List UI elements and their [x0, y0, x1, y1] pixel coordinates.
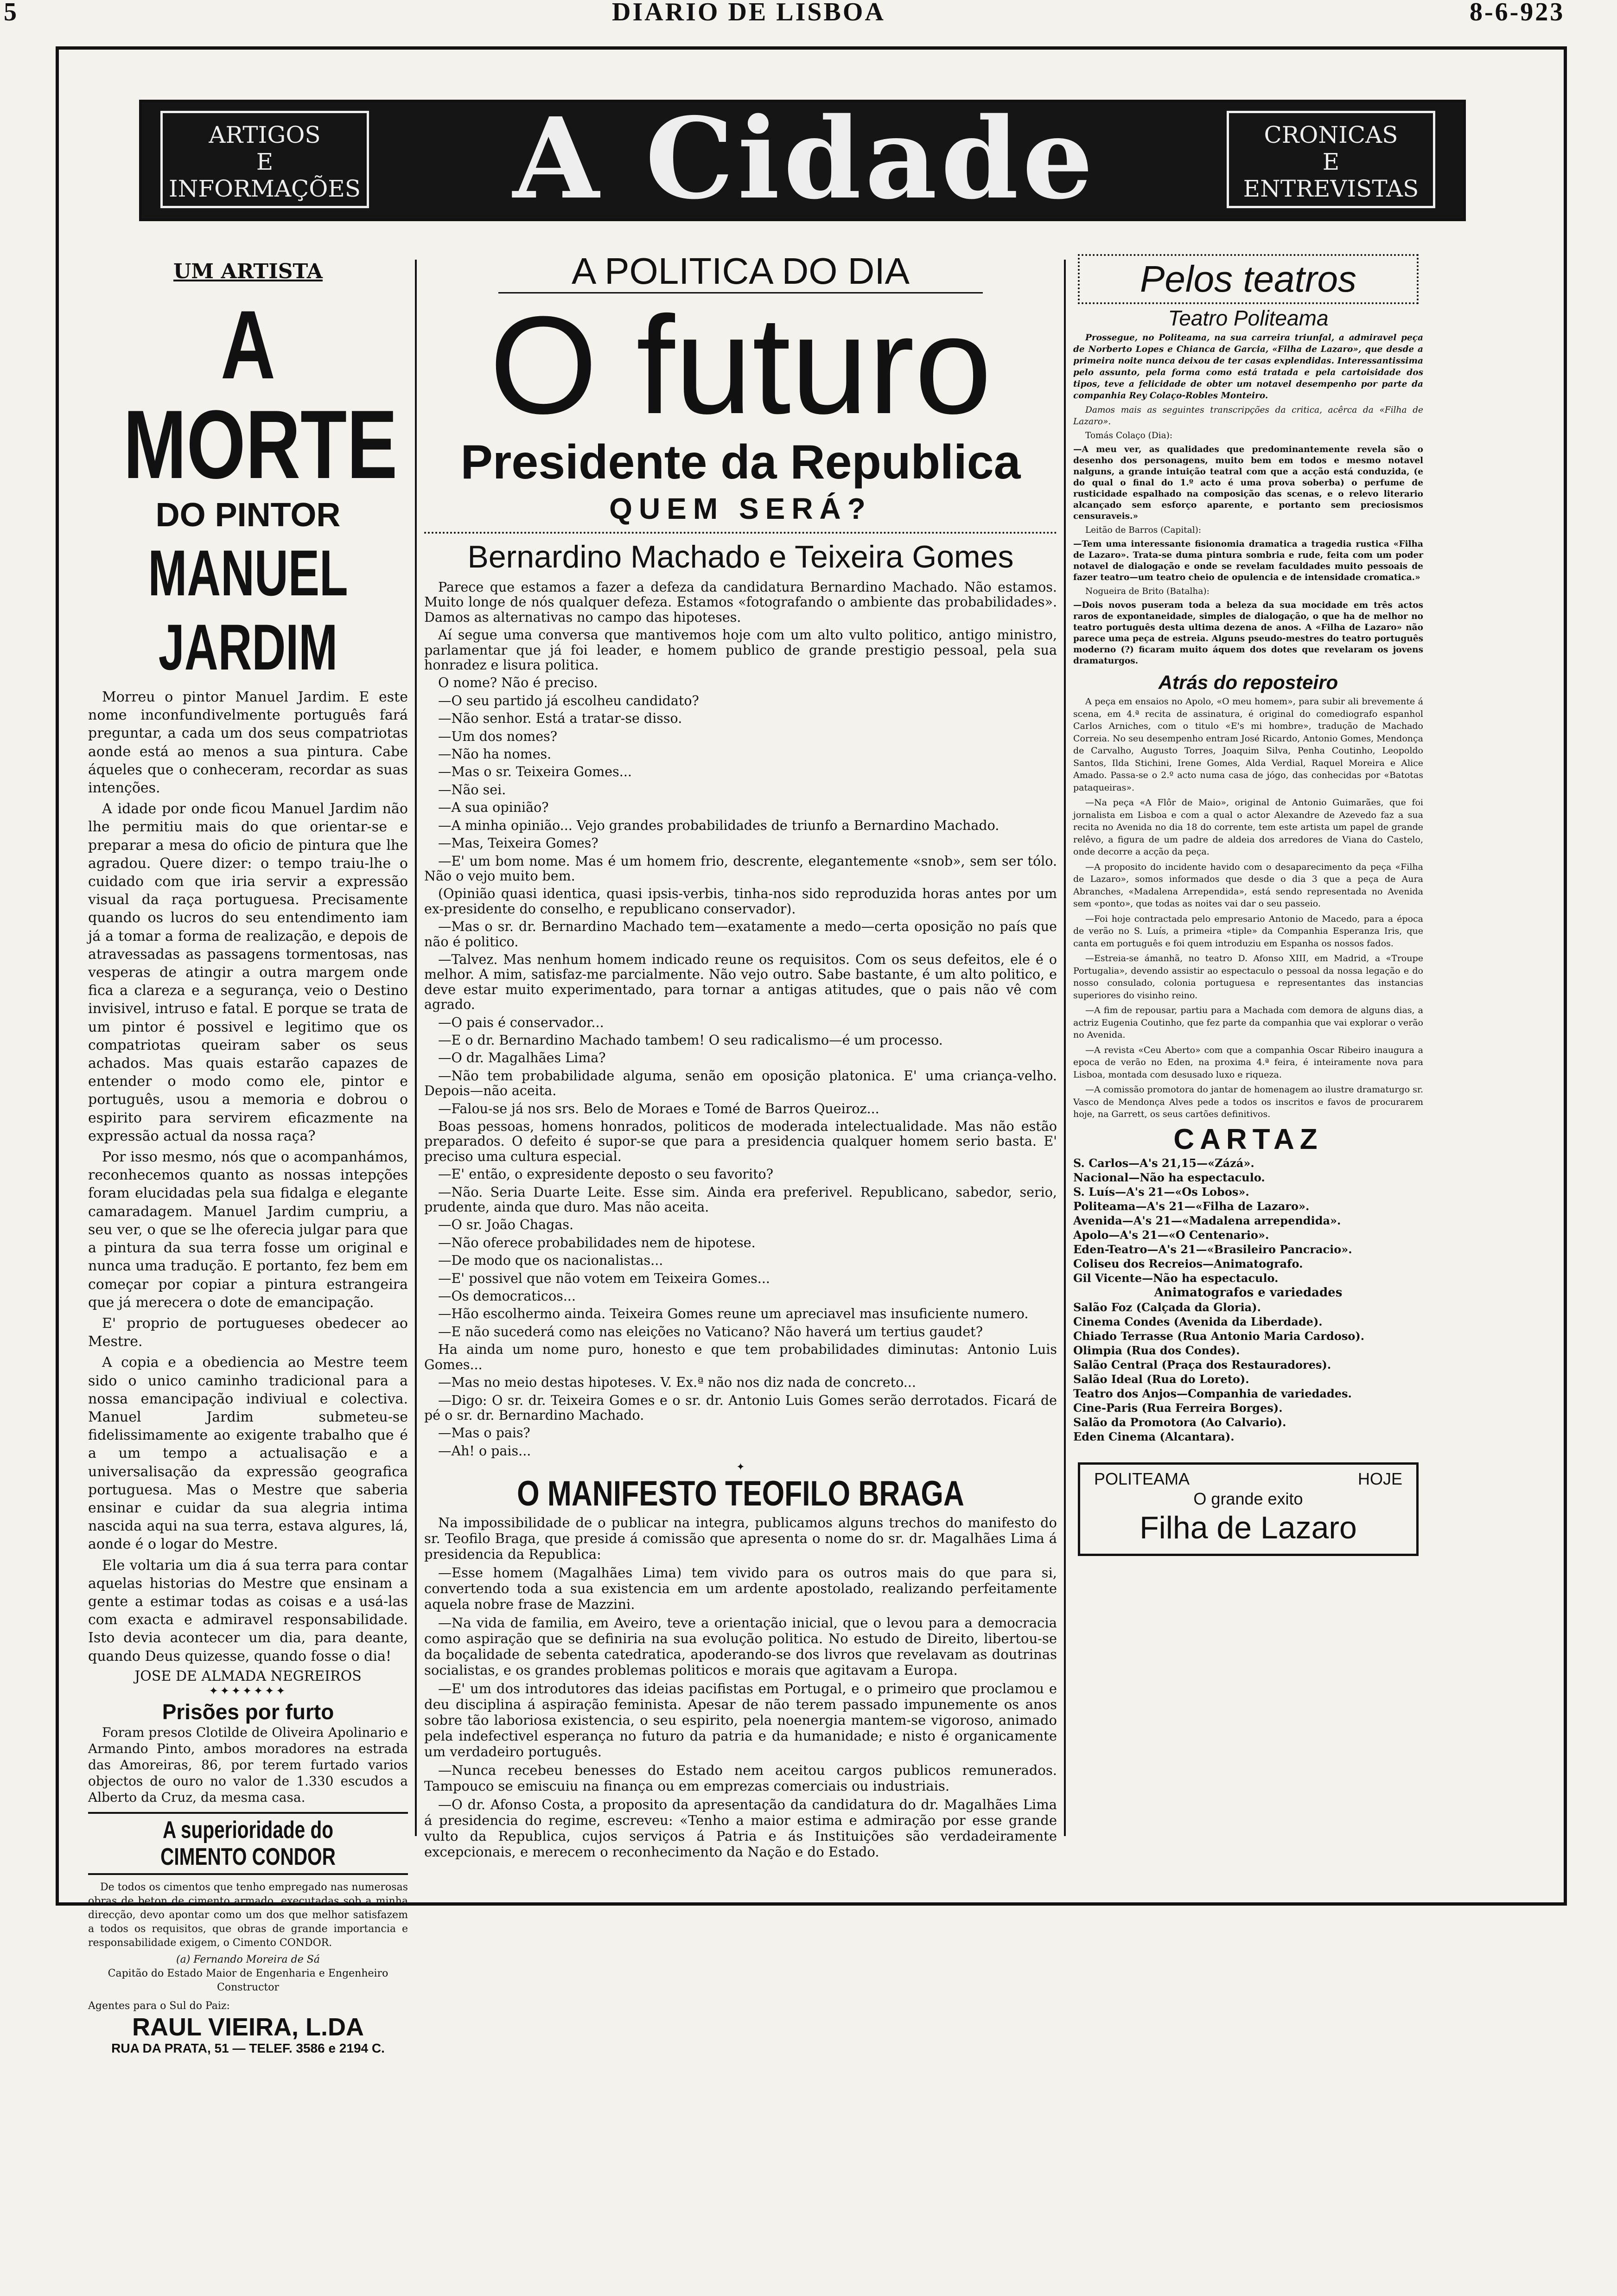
paragraph: —Falou-se já nos srs. Belo de Moraes e Tomé de Barros Queiroz... — [438, 1101, 879, 1116]
list-item: Politeama—A's 21—«Filha de Lazaro». — [1073, 1199, 1310, 1213]
paragraph: —A comissão promotora do jantar de homenagem ao ilustre dramaturgo sr. Vasco de Mendonça Alves pede a todos os inscritos e favos de procurarem hoje, na Garrett, os seus cartões definitivos. — [1073, 1084, 1423, 1119]
list-item: S. Luís—A's 21—«Os Lobos». — [1073, 1185, 1249, 1199]
paragraph: —Não. Seria Duarte Leite. Esse sim. Ainda era preferivel. Republicano, sabedor, serio, prudente, ainda que duro. Mas não aceita. — [424, 1184, 1057, 1215]
paragraph: —Não ha nomes. — [438, 746, 552, 762]
paragraph: O nome? Não é preciso. — [438, 675, 598, 691]
paragraph: —Na vida de familia, em Aveiro, teve a orientação inicial, que o levou para a democracia como aspiração que se definiria na sua evolução politica. No estudo de Direito, libertou-se da boçalidade de sebenta catedratica, apoderando-se dos livros que revelavam as doutrinas socialistas, e os grandes problemas politicos e morais que agitavam a Europa. — [424, 1615, 1057, 1678]
paragraph: —O dr. Afonso Costa, a proposito da apresentação da candidatura do dr. Magalhães Lima á presidencia do regime, escreveu: «Tenho a maior estima e admiração por esse grande vulto da Republica, cujos serviços á Patria e ás Instituições são verdadeiramente excepcionais, e merecem o reconhecimento da Nação e do Estado. — [424, 1797, 1057, 1860]
theatre-name: Teatro Politeama — [1168, 306, 1329, 330]
paragraph: —Digo: O sr. dr. Teixeira Gomes e o sr. dr. Antonio Luis Gomes serão derrotados. Ficará de pé o sr. dr. Bernardino Machado. — [424, 1392, 1057, 1423]
manifesto-title: O MANIFESTO TEOFILO BRAGA — [517, 1474, 964, 1514]
paragraph: —O dr. Magalhães Lima? — [438, 1050, 606, 1066]
paragraph: Foram presos Clotilde de Oliveira Apolinario e Armando Pinto, ambos moradores na estrada das Amoreiras, 86, por terem furtado varios objectos de ouro no valor de 1.330 escudos a Alberto da Cruz, da mesma casa. — [88, 1724, 408, 1805]
column-divider — [415, 260, 417, 1836]
paragraph: —Na peça «A Flôr de Maio», original de Antonio Guimarães, que foi jornalista em Lisboa e com a qual o actor Alexandre de Azevedo faz a sua recita no Avenida no dia 18 do corrente, tem este artista um papel de grande relêvo, a figura de um padre de aldeia dos arredores de Viana do Castelo, onde decorre a acção da peça. — [1073, 797, 1423, 857]
paragraph: —Talvez. Mas nenhum homem indicado reune os requisitos. Com os seus defeitos, ele é o melhor. A mim, satisfaz-me parcialmente. Não vejo outro. Sabe bastante, é um alto politico, e deve estar muito experimentado, para tornar a antigas atitudes, que o pais não vê com agrado. — [424, 951, 1057, 1013]
ad-title: Filha de Lazaro — [1140, 1510, 1357, 1545]
paragraph: —A proposito do incidente havido com o desaparecimento da peça «Filha de Lazaro», somos informados que desde o dia 3 que a peça de Aura Abranches, «Madalena Arrependida», está sendo representada no Avenida sem «ponto», que todas as noites vai dar o seu passeio. — [1073, 861, 1423, 909]
paragraph: Ele voltaria um dia á sua terra para contar aquelas historias do Mestre que ensinam a gente a estimar todas as coisas e a usá-las com exacta e admiravel responsabilidade. Isto devia acontecer um dia, para deante, quando Deus quizesse, quando fosse o dia! — [88, 1557, 408, 1665]
list-item: Teatro dos Anjos—Companhia de variedades. — [1073, 1386, 1352, 1400]
cartaz-list — [1073, 1156, 1423, 1285]
list-item: Cine-Paris (Rua Ferreira Borges). — [1073, 1401, 1283, 1415]
paragraph: Morreu o pintor Manuel Jardim. E este nome inconfundivelmente português fará preguntar, a cada um dos seus compatriotas aonde está ao menos a sua pintura. Cabe áqueles que o conheceram, recordar as suas intenções. — [88, 689, 408, 797]
article-kicker: UM ARTISTA — [173, 260, 323, 283]
paragraph: —Um dos nomes? — [438, 728, 558, 744]
anim-list — [1073, 1300, 1423, 1444]
headline-name: MANUEL JARDIM — [148, 536, 348, 683]
paragraph: A peça em ensaios no Apolo, «O meu homem», para subir ali brevemente á scena, em 4.ª recita de assinatura, é original do comediografo espanhol Carlos Arniches, com o titulo «E's mi hombre», tradução de Machado Correia. No seu desempenho entram José Ricardo, Antonio Gomes, Mendonça de Carvalho, Augusto Torres, Joaquim Silva, Penha Coutinho, Leopoldo Santos, Ilda Stichini, Irene Gomes, Alda Verdial, Raquel Moreira e Alice Amado. Passa-se o 2.º acto numa casa de jógo, das conhecidas por «Batotas pataqueiras». — [1073, 696, 1423, 793]
paragraph: —Esse homem (Magalhães Lima) tem vivido para os outros mais do que para si, convertendo toda a sua existencia em um ardente apostolado, realizando perfeitamente aquela nobre frase de Mazzini. — [424, 1565, 1057, 1613]
paragraph: —Mas o sr. dr. Bernardino Machado tem—exatamente a medo—certa oposição no país que não é politico. — [424, 919, 1057, 950]
paragraph: —E' então, o expresidente deposto o seu favorito? — [438, 1167, 773, 1182]
ad-address: RUA DA PRATA, 51 — TELEF. 3586 e 2194 C. — [111, 2041, 385, 2055]
ad-when: HOJE — [1357, 1469, 1402, 1488]
paragraph: —A sua opinião? — [438, 800, 549, 816]
paragraph: —Hão escolhermo ainda. Teixeira Gomes reune um apreciavel mas insuficiente numero. — [438, 1306, 1029, 1322]
paragraph: A idade por onde ficou Manuel Jardim não lhe permitiu mais do que orientar-se e preparar a mesa do oficio de pintura que lhe agradou. Quere dizer: o tempo traiu-lhe o cuidado com que iria servir a expressão visual da raça portuguesa. Precisamente quando os lucros do seu entendimento iam já a tomar a forma de realização, e depois de atravessadas as passagens tormentosas, nas vesperas de atingir a outra margem onde fica a clareza e a segurança, veio o Destino invisivel, intruso e fatal. E porque se trata de um pintor é possivel e legitimo que os compatriotas queiram saber os seus achados. Mas quais estarão capazes de entender o modo como ele, pintor e português, usou a memoria e dobrou o espirito para servirem eficazmente na expressão actual da nossa raça? — [88, 801, 408, 1144]
subsection-title: Atrás do reposteiro — [1158, 671, 1338, 693]
ad-venue: POLITEAMA — [1094, 1469, 1190, 1488]
paragraph: —A fim de repousar, partiu para a Machada com demora de alguns dias, a actriz Eugenia Coutinho, que fez parte da companhia que vai explorar o verão no Avenida. — [1073, 1005, 1423, 1040]
section-title: Prisões por furto — [162, 1699, 334, 1724]
ad-body: De todos os cimentos que tenho empregado nas numerosas obras de beton de cimento armado, executadas sob a minha direcção, devo apontar como um dos que melhor satisfazem a todos os requisitos, que obras de grande importancia e responsabilidade exigem, o Cimento CONDOR. — [88, 1881, 408, 1949]
right-column — [1073, 250, 1423, 1556]
ornament-rule — [424, 532, 1057, 534]
list-item: Nacional—Não ha espectaculo. — [1073, 1170, 1265, 1184]
paragraph: —E' possivel que não votem em Teixeira Gomes... — [438, 1270, 770, 1286]
page-number: 5 — [4, 0, 19, 26]
review-author: Nogueira de Brito (Batalha): — [1085, 587, 1210, 596]
masthead-right-line: E — [1322, 148, 1340, 175]
paragraph: Boas pessoas, homens honrados, politicos de moderada intelectualidade. Mas não estão preparados. O defeito é supor-se que para a presidencia qualquer homem serio basta. E' preciso uma cultura especial. — [424, 1119, 1057, 1164]
review-author: Leitão de Barros (Capital): — [1085, 525, 1202, 535]
paragraph: Ha ainda um nome puro, honesto e que tem probabilidades diminutas: Antonio Luis Gomes... — [424, 1342, 1057, 1372]
list-item: Apolo—A's 21—«O Centenario». — [1073, 1228, 1269, 1242]
paragraph: —Os democraticos... — [438, 1288, 576, 1304]
paragraph: —O seu partido já escolheu candidato? — [438, 693, 699, 708]
masthead-left-line: INFORMAÇÕES — [168, 175, 361, 202]
list-item: Cinema Condes (Avenida da Liberdade). — [1073, 1314, 1323, 1328]
list-item: Olimpia (Rua dos Condes). — [1073, 1343, 1240, 1357]
masthead-left-line: E — [256, 148, 274, 175]
paragraph: —Foi hoje contractada pelo empresario Antonio de Macedo, para a época de verão no S. Luís, a primeira «tiple» da Companhia Esperanza Iris, que canta em português e foi quem introduziu em Espanha os nossos fados. — [1073, 913, 1423, 949]
ad-title: A superioridade do CIMENTO CONDOR — [160, 1816, 336, 1870]
paragraph: —A minha opinião... Vejo grandes probabilidades de triunfo a Bernardino Machado. — [438, 817, 999, 833]
list-item: Coliseu dos Recreios—Animatografo. — [1073, 1256, 1303, 1270]
cartaz-title: CARTAZ — [1173, 1123, 1323, 1155]
cimento-ad — [88, 1812, 408, 1875]
paragraph: —Ah! o pais... — [438, 1443, 531, 1459]
ad-signed: (a) Fernando Moreira de Sá — [176, 1953, 320, 1965]
newspaper-name: DIARIO DE LISBOA — [612, 0, 885, 26]
subheadline: Presidente da Republica — [460, 435, 1021, 489]
paragraph: —De modo que os nacionalistas... — [438, 1253, 663, 1269]
section-title: Bernardino Machado e Teixeira Gomes — [467, 539, 1014, 574]
politeama-ad — [1078, 1462, 1419, 1556]
ornament: ✦✦✦✦✦✦✦ — [209, 1684, 287, 1697]
anim-title: Animatografos e variedades — [1154, 1285, 1343, 1300]
paragraph: A copia e a obediencia ao Mestre teem sido o unico caminho tradicional para a nossa emancipação indiviual e colectiva. Manuel Jardim submeteu-se fidelissimamente ao exigente trabalho que é a um tempo a actualisação e a universalisação da expressão geografica portuguesa. Mas o Mestre que saberia ensinar e cuidar da sua alegria intima nascida aqui na sua terra, estava algures, lá, aonde é o logar do Mestre. — [88, 1354, 408, 1553]
list-item: Eden Cinema (Alcantara). — [1073, 1429, 1235, 1443]
masthead-left-box — [160, 111, 369, 208]
headline-pintor: DO PINTOR — [155, 497, 341, 534]
paragraph: —Mas o sr. Teixeira Gomes... — [438, 764, 632, 780]
masthead-right-box — [1227, 111, 1435, 208]
theatre-news — [1073, 695, 1423, 1121]
masthead-right-line: ENTREVISTAS — [1243, 175, 1419, 202]
paragraph: —Nunca recebeu benesses do Estado nem aceitou cargos publicos remunerados. Tampouco se emiscuiu na finança ou em emprezas comerciais ou industriais. — [424, 1762, 1057, 1794]
paragraph: —E' um dos introdutores das ideias pacifistas em Portugal, e o primeiro que proclamou e deu disciplina á aspiração feminista. Apesar de não terem passado impunemente os anos sobre tão laboriosa existencia, o seu espirito, pela noenergia mantem-se vigoroso, animado pela indefectivel esperança no futuro da patria e da humanidade; e nisto é organicamente um verdadeiro português. — [424, 1681, 1057, 1760]
paragraph: —Mas no meio destas hipoteses. V. Ex.ª não nos diz nada de concreto... — [438, 1375, 916, 1390]
main-headline: O futuro — [489, 287, 992, 443]
paragraph: —O sr. João Chagas. — [438, 1217, 574, 1233]
masthead — [139, 93, 1466, 224]
question-headline: QUEM SERÁ? — [609, 492, 872, 525]
list-item: Gil Vicente—Não ha espectaculo. — [1073, 1271, 1279, 1285]
ad-line: O grande exito — [1193, 1489, 1303, 1508]
ad-agents: Agentes para o Sul do Paiz: — [88, 2000, 230, 2012]
list-item: Eden-Teatro—A's 21—«Brasileiro Pancracio». — [1073, 1242, 1352, 1256]
paragraph: —Mas o pais? — [438, 1425, 530, 1441]
ornament: ✦ — [736, 1461, 745, 1473]
manifesto-body — [424, 1515, 1057, 1860]
paragraph: Aí segue uma conversa que mantivemos hoje com um alto vulto politico, antigo ministro, parlamentar que já foi leader, e homem publico de grande prestigio pessoal, pela sua honradez e lisura politica. — [424, 627, 1057, 673]
review-text: —A meu ver, as qualidades que predominantemente revela são o desenho dos personagens, muito bem em todos e mesmo notavel nalguns, a grande intuição teatral com que a acção está conduzida, (e do qual o final do 1.º acto é uma prova soberba) o perfume de rusticidade espalhado na composição das scenas, e o relevo literario alcançado sem esforço aparente, e portanto sem preciosismos censuraveis.» — [1073, 445, 1423, 521]
theatre-section-title: Pelos teatros — [1078, 254, 1419, 304]
paragraph: (Opinião quasi identica, quasi ipsis-verbis, tinha-nos sido reproduzida horas antes por um ex-presidente do conselho, e republicano conservador). — [424, 886, 1057, 917]
paragraph: Prossegue, no Politeama, na sua carreira triunfal, a admiravel peça de Norberto Lopes e Chianca de Garcia, «Filha de Lazaro», que desde a primeira noite nunca deixou de ter casas explendidas. Interessantissima pelo assunto, pela forma como está tratada e pela cartoisidade dos tipos, teve a felicidade de obter um notavel desempenho por parte da companhia Rey Colaço-Robles Monteiro. — [1073, 333, 1423, 401]
review-text: —Dois novos puseram toda a beleza da sua mocidade em três actos raros de expontaneidade, simples de dialogação, o que ha de melhor no teatro português desta ultima dezena de anos. A «Filha de Lazaro» não parece uma peça de estreia. Alguns pseudo-mestres do teatro português moderno (?) ficaram muito áquem dos dotes que revelaram os jovens dramaturgos. — [1073, 600, 1423, 666]
ad-role: Capitão do Estado Maior de Engenharia e Engenheiro Constructor — [108, 1967, 388, 1993]
paragraph: —Estreia-se ámanhã, no teatro D. Afonso XIII, em Madrid, a «Troupe Portugalia», devendo assistir ao espectaculo o pessoal da nossa legação e do nosso consulado, colonia portuguesa e representantes das instancias superiores do visinho reino. — [1073, 953, 1423, 1001]
masthead-left-line: ARTIGOS — [209, 121, 321, 148]
interview-body — [424, 580, 1057, 1459]
paragraph: E' proprio de portugueses obedecer ao Mestre. — [88, 1315, 408, 1350]
paragraph: Damos mais as seguintes transcripções da critica, acêrca da «Filha de Lazaro». — [1073, 405, 1423, 427]
paragraph: Por isso mesmo, nós que o acompanhámos, reconhecemos quanto as nossas intepções foram elucidadas pela sua fidalga e elegante camaradagem. Manuel Jardim cumpriu, a seu ver, o que se lhe oferecia julgar para que a pintura da sua terra fosse um original e nunca uma tradução. E portanto, fez bem em começar por copiar a pintura estrangeira que já merecera o dote de emancipação. — [88, 1149, 408, 1311]
list-item: Chiado Terrasse (Rua Antonio Maria Cardoso). — [1073, 1329, 1365, 1343]
ad-company: RAUL VIEIRA, L.DA — [132, 2013, 364, 2041]
list-item: Salão Foz (Calçada da Gloria). — [1073, 1300, 1261, 1314]
masthead-right-line: CRONICAS — [1264, 121, 1398, 148]
list-item: Avenida—A's 21—«Madalena arrependida». — [1073, 1213, 1341, 1227]
paragraph: —Não senhor. Está a tratar-se disso. — [438, 711, 682, 727]
paragraph: —A revista «Ceu Aberto» com que a companhia Oscar Ribeiro inaugura a epoca de verão no Eden, na proxima 4.ª feira, é inteiramente nova para Lisboa, montada com desusado luxo e riqueza. — [1073, 1045, 1423, 1080]
list-item: Salão Ideal (Rua do Loreto). — [1073, 1372, 1249, 1386]
review-text: —Tem uma interessante fisionomia dramatica a tragedia rustica «Filha de Lazaro». Trata-se duma pintura sombria e rude, feita com um poder notavel de dialogação e onde se revelam faculdades muito pessoais de fazer teatro—um teatro cheio de opulencia e de intensidade cromatica.» — [1073, 539, 1423, 582]
page-header — [0, 0, 1617, 28]
paragraph: Na impossibilidade de o publicar na integra, publicamos alguns trechos do manifesto do sr. Teofilo Braga, que preside á comissão que apresenta o nome do sr. dr. Magalhães Lima á presidencia da Republica: — [424, 1515, 1057, 1563]
paragraph: —O pais é conservador... — [438, 1014, 604, 1030]
politics-kicker: A POLITICA DO DIA — [498, 250, 983, 293]
paragraph: —E o dr. Bernardino Machado tambem! O seu radicalismo—é um processo. — [438, 1032, 943, 1048]
paragraph: —Não sei. — [438, 782, 506, 797]
list-item: S. Carlos—A's 21,15—«Zázá». — [1073, 1156, 1254, 1170]
paragraph: —Não oferece probabilidades nem de hipotese. — [438, 1235, 756, 1250]
author-signature: JOSE DE ALMADA NEGREIROS — [134, 1668, 362, 1684]
review-author: Tomás Colaço (Dia): — [1085, 431, 1173, 440]
paragraph: Parece que estamos a fazer a defeza da candidatura Bernardino Machado. Não estamos. Muito longe de nós qualquer defeza. Estamos «fotografando o ambiente das probabilidades». Damos as alternativas no campo das hipoteses. — [424, 580, 1057, 625]
list-item: Salão da Promotora (Ao Calvario). — [1073, 1415, 1286, 1429]
left-column — [88, 250, 408, 2056]
paragraph: —Mas, Teixeira Gomes? — [438, 835, 598, 851]
issue-date: 8-6-923 — [1470, 0, 1565, 26]
paragraph: —E' um bom nome. Mas é um homem frio, descrente, elegantemente «snob», sem ser tólo. Não o vejo muito bem. — [424, 853, 1057, 884]
reviews — [1073, 430, 1423, 667]
column-divider — [1064, 260, 1066, 1836]
list-item: Salão Central (Praça dos Restauradores). — [1073, 1358, 1331, 1371]
paragraph: —Não tem probabilidade alguma, senão em oposição platonica. E' uma criança-velho. Depois—não aceita. — [424, 1068, 1057, 1099]
center-column — [424, 250, 1057, 1862]
masthead-title: A Cidade — [513, 93, 1097, 224]
paragraph: —E não sucederá como nas eleições no Vaticano? Não haverá um tertius gaudet? — [438, 1324, 983, 1339]
headline-morte: A MORTE — [123, 290, 398, 499]
